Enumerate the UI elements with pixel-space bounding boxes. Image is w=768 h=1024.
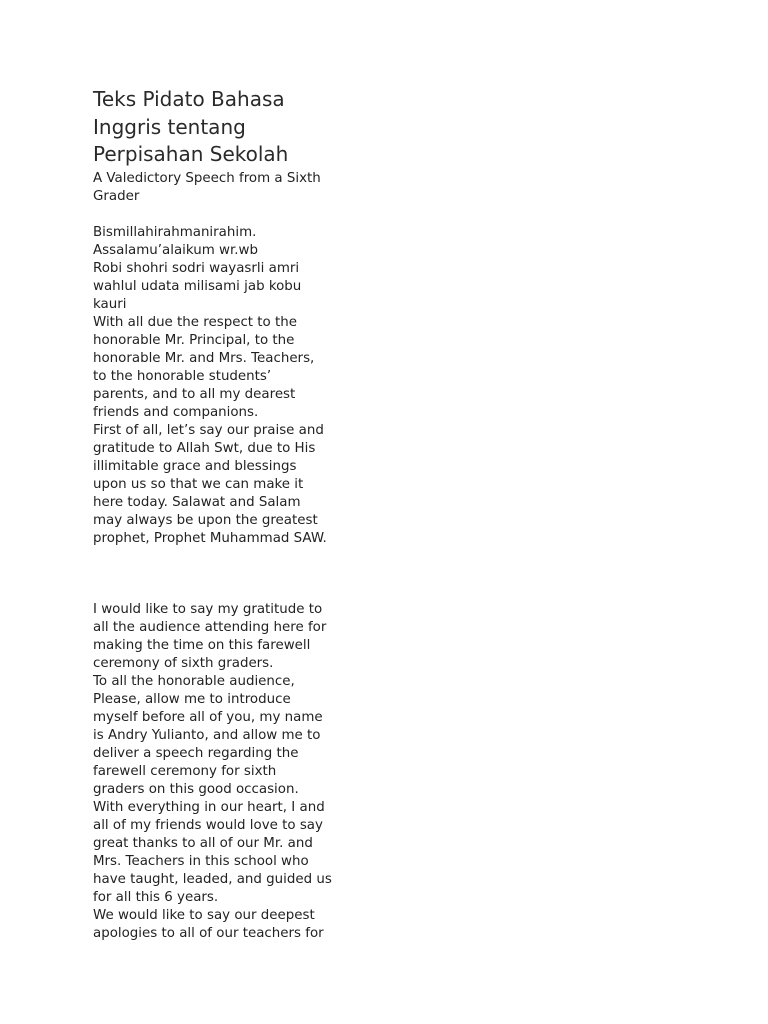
paragraph-gratitude: I would like to say my gratitude to all the audience attending here for making the time on this farewell ceremony of sixth graders. bbox=[93, 601, 327, 671]
spacer bbox=[93, 548, 355, 601]
document-page bbox=[93, 86, 355, 943]
speech-body-part-2 bbox=[93, 601, 355, 943]
paragraph-introduction: To all the honorable audience, Please, allow me to introduce myself before all of you, my name is Andry Yulianto, and allow me to deliver a speech regarding the farewell ceremony for sixth graders on this good occasion. bbox=[93, 673, 323, 797]
document-subtitle: A Valedictory Speech from a Sixth Grader bbox=[93, 170, 321, 204]
paragraph-respects: With all due the respect to the honorable Mr. Principal, to the honorable Mr. and Mrs. Teachers, to the honorable students’ parents, and to all my dearest friends and companions. bbox=[93, 314, 315, 420]
paragraph-praise: First of all, let’s say our praise and gratitude to Allah Swt, due to His illimitable grace and blessings upon us so that we can make it here today. Salawat and Salam may always be upon the greatest prophet, Prophet Muhammad SAW. bbox=[93, 422, 327, 546]
spacer bbox=[93, 206, 355, 224]
paragraph-apologies: We would like to say our deepest apologies to all of our teachers for bbox=[93, 907, 324, 941]
paragraph-arabic-prayer: Robi shohri sodri wayasrli amri wahlul udata milisami jab kobu kauri bbox=[93, 260, 302, 312]
speech-body-part-1 bbox=[93, 224, 355, 548]
paragraph-greeting: Bismillahirahmanirahim. Assalamu’alaikum wr.wb bbox=[93, 224, 258, 258]
paragraph-thanks-teachers: With everything in our heart, I and all of my friends would love to say great thanks to all of our Mr. and Mrs. Teachers in this school who have taught, leaded, and guided us for all this 6 years. bbox=[93, 799, 332, 905]
document-title: Teks Pidato Bahasa Inggris tentang Perpisahan Sekolah bbox=[93, 87, 289, 166]
